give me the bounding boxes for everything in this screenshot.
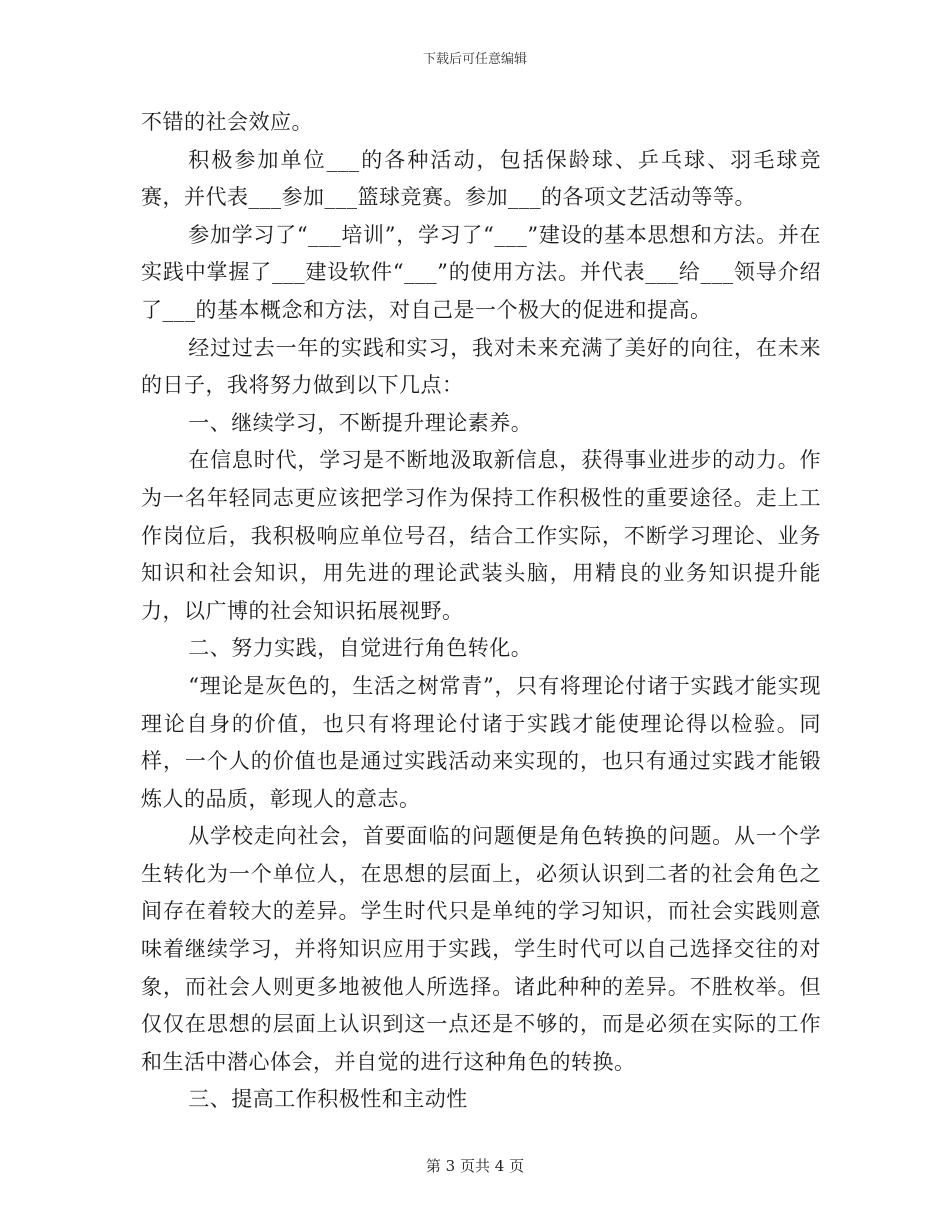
paragraph: 不错的社会效应。 xyxy=(141,110,313,134)
section-heading: 三、提高工作积极性和主动性 xyxy=(188,1087,468,1112)
section-heading: 一、继续学习，不断提升理论素养。 xyxy=(188,410,533,435)
paragraph: 参加学习了“___培训”，学习了“___”建设的基本思想和方法。并在实践中掌握了___建设软件“___”的使用方法。并代表___给___领导介绍了___的基本概念和方法，对自己是一个极大的促进和提高。 xyxy=(141,222,821,322)
paragraph: “理论是灰色的，生活之树常青”，只有将理论付诸于实践才能实现理论自身的价值，也只有将理论付诸于实践才能使理论得以检验。同样，一个人的价值也是通过实践活动来实现的，也只有通过实践才能锻炼人的品质，彰现人的意志。 xyxy=(141,673,821,811)
paragraph: 经过过去一年的实践和实习，我对未来充满了美好的向往，在未来的日子，我将努力做到以下几点： xyxy=(141,335,821,398)
page-header: 下载后可任意编辑 xyxy=(422,52,527,67)
paragraph: 在信息时代，学习是不断地汲取新信息，获得事业进步的动力。作为一名年轻同志更应该把学习作为保持工作积极性的重要途径。走上工作岗位后，我积极响应单位号召，结合工作实际，不断学习理论、业务知识和社会知识，用先进的理论武装头脑，用精良的业务知识提升能力，以广博的社会知识拓展视野。 xyxy=(141,448,821,623)
page-footer: 第 3 页共 4 页 xyxy=(425,1157,525,1175)
document-body xyxy=(141,104,821,1119)
paragraph: 积极参加单位___的各种活动，包括保龄球、乒乓球、羽毛球竞赛，并代表___参加___篮球竞赛。参加___的各项文艺活动等等。 xyxy=(141,147,821,210)
section-heading: 二、努力实践，自觉进行角色转化。 xyxy=(188,636,533,661)
paragraph: 从学校走向社会，首要面临的问题便是角色转换的问题。从一个学生转化为一个单位人，在思想的层面上，必须认识到二者的社会角色之间存在着较大的差异。学生时代只是单纯的学习知识，而社会实践则意味着继续学习，并将知识应用于实践，学生时代可以自己选择交往的对象，而社会人则更多地被他人所选择。诸此种种的差异。不胜枚举。但仅仅在思想的层面上认识到这一点还是不够的，而是必须在实际的工作和生活中潜心体会，并自觉的进行这种角色的转换。 xyxy=(141,824,821,1074)
